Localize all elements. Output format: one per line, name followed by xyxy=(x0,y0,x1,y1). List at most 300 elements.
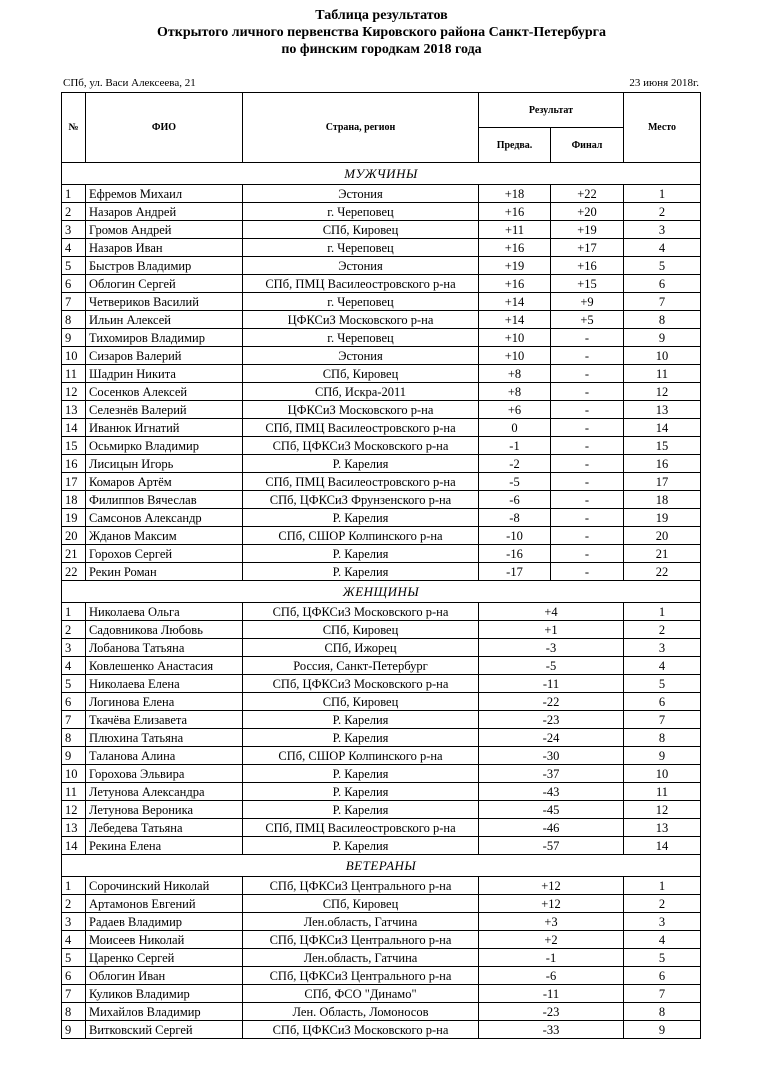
cell-region: СПб, ЦФКСиЗ Московского р-на xyxy=(243,437,479,455)
cell-region: Эстония xyxy=(243,185,479,203)
table-row xyxy=(62,365,701,383)
cell-number: 3 xyxy=(62,221,86,239)
cell-region: СПб, ЦФКСиЗ Московского р-на xyxy=(243,675,479,693)
table-row xyxy=(62,729,701,747)
cell-prelim: +10 xyxy=(479,347,551,365)
cell-final: - xyxy=(551,455,624,473)
cell-prelim: +11 xyxy=(479,221,551,239)
cell-prelim: +16 xyxy=(479,275,551,293)
cell-result: -46 xyxy=(479,819,624,837)
cell-place: 14 xyxy=(624,837,701,855)
cell-name: Радаев Владимир xyxy=(86,913,243,931)
section-header-row xyxy=(62,581,701,603)
cell-prelim: -1 xyxy=(479,437,551,455)
cell-number: 2 xyxy=(62,895,86,913)
cell-name: Лебедева Татьяна xyxy=(86,819,243,837)
table-row xyxy=(62,221,701,239)
table-row xyxy=(62,347,701,365)
cell-place: 19 xyxy=(624,509,701,527)
cell-name: Горохова Эльвира xyxy=(86,765,243,783)
table-row xyxy=(62,747,701,765)
cell-prelim: +14 xyxy=(479,293,551,311)
cell-result: +4 xyxy=(479,603,624,621)
cell-final: +19 xyxy=(551,221,624,239)
cell-number: 1 xyxy=(62,185,86,203)
table-row xyxy=(62,545,701,563)
cell-region: СПб, ФСО "Динамо" xyxy=(243,985,479,1003)
cell-final: - xyxy=(551,347,624,365)
cell-place: 10 xyxy=(624,347,701,365)
cell-final: +15 xyxy=(551,275,624,293)
cell-number: 7 xyxy=(62,985,86,1003)
cell-number: 2 xyxy=(62,203,86,221)
cell-name: Таланова Алина xyxy=(86,747,243,765)
cell-place: 7 xyxy=(624,293,701,311)
cell-result: -23 xyxy=(479,1003,624,1021)
cell-name: Жданов Максим xyxy=(86,527,243,545)
cell-number: 10 xyxy=(62,347,86,365)
table-row xyxy=(62,783,701,801)
cell-number: 17 xyxy=(62,473,86,491)
table-row xyxy=(62,621,701,639)
table-row xyxy=(62,657,701,675)
cell-number: 5 xyxy=(62,949,86,967)
cell-place: 17 xyxy=(624,473,701,491)
cell-final: - xyxy=(551,437,624,455)
cell-final: +22 xyxy=(551,185,624,203)
table-row xyxy=(62,985,701,1003)
cell-place: 9 xyxy=(624,747,701,765)
cell-name: Логинова Елена xyxy=(86,693,243,711)
cell-region: Р. Карелия xyxy=(243,711,479,729)
cell-prelim: -5 xyxy=(479,473,551,491)
table-row xyxy=(62,675,701,693)
cell-result: -11 xyxy=(479,985,624,1003)
cell-result: -37 xyxy=(479,765,624,783)
cell-result: -3 xyxy=(479,639,624,657)
cell-name: Громов Андрей xyxy=(86,221,243,239)
cell-number: 14 xyxy=(62,419,86,437)
cell-place: 1 xyxy=(624,185,701,203)
cell-name: Николаева Ольга xyxy=(86,603,243,621)
cell-number: 7 xyxy=(62,711,86,729)
cell-result: -30 xyxy=(479,747,624,765)
cell-result: -57 xyxy=(479,837,624,855)
cell-region: СПб, ЦФКСиЗ Московского р-на xyxy=(243,603,479,621)
cell-place: 2 xyxy=(624,621,701,639)
cell-place: 6 xyxy=(624,693,701,711)
table-row xyxy=(62,711,701,729)
title-line-1: Таблица результатов xyxy=(315,8,448,23)
table-row xyxy=(62,275,701,293)
table-row xyxy=(62,527,701,545)
cell-number: 11 xyxy=(62,365,86,383)
cell-place: 20 xyxy=(624,527,701,545)
table-row xyxy=(62,819,701,837)
cell-place: 3 xyxy=(624,913,701,931)
section-header-row xyxy=(62,163,701,185)
section-title: ЖЕНЩИНЫ xyxy=(62,581,701,603)
cell-name: Летунова Вероника xyxy=(86,801,243,819)
cell-name: Сорочинский Николай xyxy=(86,877,243,895)
table-row xyxy=(62,603,701,621)
cell-number: 1 xyxy=(62,877,86,895)
cell-place: 9 xyxy=(624,1021,701,1039)
cell-region: Россия, Санкт-Петербург xyxy=(243,657,479,675)
cell-result: -45 xyxy=(479,801,624,819)
cell-place: 1 xyxy=(624,603,701,621)
table-row xyxy=(62,693,701,711)
table-row xyxy=(62,801,701,819)
table-row xyxy=(62,437,701,455)
cell-place: 4 xyxy=(624,239,701,257)
table-row xyxy=(62,967,701,985)
cell-region: СПб, Кировец xyxy=(243,621,479,639)
cell-number: 1 xyxy=(62,603,86,621)
cell-region: СПб, Кировец xyxy=(243,693,479,711)
table-row xyxy=(62,473,701,491)
cell-number: 9 xyxy=(62,329,86,347)
cell-number: 4 xyxy=(62,931,86,949)
cell-final: +17 xyxy=(551,239,624,257)
cell-number: 5 xyxy=(62,257,86,275)
table-header xyxy=(62,93,701,163)
cell-region: СПб, СШОР Колпинского р-на xyxy=(243,747,479,765)
cell-region: СПб, ЦФКСиЗ Центрального р-на xyxy=(243,967,479,985)
cell-result: -6 xyxy=(479,967,624,985)
cell-region: г. Череповец xyxy=(243,293,479,311)
cell-number: 12 xyxy=(62,383,86,401)
cell-name: Облогин Сергей xyxy=(86,275,243,293)
cell-place: 5 xyxy=(624,675,701,693)
cell-final: - xyxy=(551,491,624,509)
table-row xyxy=(62,185,701,203)
cell-number: 18 xyxy=(62,491,86,509)
cell-place: 18 xyxy=(624,491,701,509)
cell-result: -11 xyxy=(479,675,624,693)
cell-region: СПб, Кировец xyxy=(243,221,479,239)
cell-region: ЦФКСиЗ Московского р-на xyxy=(243,311,479,329)
cell-name: Осьмирко Владимир xyxy=(86,437,243,455)
cell-place: 13 xyxy=(624,819,701,837)
cell-place: 13 xyxy=(624,401,701,419)
cell-region: СПб, ЦФКСиЗ Фрунзенского р-на xyxy=(243,491,479,509)
cell-result: +3 xyxy=(479,913,624,931)
cell-number: 8 xyxy=(62,1003,86,1021)
cell-number: 14 xyxy=(62,837,86,855)
cell-region: СПб, Кировец xyxy=(243,895,479,913)
cell-number: 13 xyxy=(62,819,86,837)
cell-region: г. Череповец xyxy=(243,203,479,221)
cell-prelim: 0 xyxy=(479,419,551,437)
cell-prelim: -8 xyxy=(479,509,551,527)
table-row xyxy=(62,1021,701,1039)
table-row xyxy=(62,329,701,347)
cell-number: 8 xyxy=(62,729,86,747)
cell-name: Ефремов Михаил xyxy=(86,185,243,203)
cell-region: СПб, Искра-2011 xyxy=(243,383,479,401)
cell-prelim: +6 xyxy=(479,401,551,419)
cell-region: Р. Карелия xyxy=(243,783,479,801)
cell-prelim: +10 xyxy=(479,329,551,347)
cell-place: 7 xyxy=(624,985,701,1003)
column-header-number: № xyxy=(62,93,86,163)
cell-prelim: -10 xyxy=(479,527,551,545)
cell-name: Царенко Сергей xyxy=(86,949,243,967)
cell-number: 5 xyxy=(62,675,86,693)
cell-name: Летунова Александра xyxy=(86,783,243,801)
table-row xyxy=(62,491,701,509)
cell-name: Сизаров Валерий xyxy=(86,347,243,365)
cell-place: 2 xyxy=(624,895,701,913)
cell-number: 13 xyxy=(62,401,86,419)
cell-final: +5 xyxy=(551,311,624,329)
cell-name: Рекин Роман xyxy=(86,563,243,581)
cell-number: 15 xyxy=(62,437,86,455)
column-header-place: Место xyxy=(624,93,701,163)
table-row xyxy=(62,293,701,311)
cell-final: +9 xyxy=(551,293,624,311)
cell-prelim: +16 xyxy=(479,203,551,221)
cell-number: 10 xyxy=(62,765,86,783)
cell-region: г. Череповец xyxy=(243,239,479,257)
cell-number: 3 xyxy=(62,639,86,657)
cell-number: 9 xyxy=(62,747,86,765)
cell-place: 2 xyxy=(624,203,701,221)
cell-name: Ткачёва Елизавета xyxy=(86,711,243,729)
cell-name: Назаров Иван xyxy=(86,239,243,257)
cell-place: 4 xyxy=(624,657,701,675)
cell-result: +12 xyxy=(479,895,624,913)
cell-name: Ильин Алексей xyxy=(86,311,243,329)
cell-result: +1 xyxy=(479,621,624,639)
cell-region: СПб, ЦФКСиЗ Московского р-на xyxy=(243,1021,479,1039)
cell-place: 22 xyxy=(624,563,701,581)
column-header-name: ФИО xyxy=(86,93,243,163)
cell-name: Лисицын Игорь xyxy=(86,455,243,473)
cell-number: 8 xyxy=(62,311,86,329)
cell-number: 21 xyxy=(62,545,86,563)
cell-region: СПб, ЦФКСиЗ Центрального р-на xyxy=(243,877,479,895)
cell-name: Садовникова Любовь xyxy=(86,621,243,639)
cell-name: Николаева Елена xyxy=(86,675,243,693)
table-row xyxy=(62,401,701,419)
cell-name: Моисеев Николай xyxy=(86,931,243,949)
table-row xyxy=(62,1003,701,1021)
cell-region: Р. Карелия xyxy=(243,455,479,473)
cell-place: 12 xyxy=(624,801,701,819)
cell-number: 4 xyxy=(62,239,86,257)
cell-name: Тихомиров Владимир xyxy=(86,329,243,347)
cell-result: -24 xyxy=(479,729,624,747)
cell-name: Иванюк Игнатий xyxy=(86,419,243,437)
cell-name: Артамонов Евгений xyxy=(86,895,243,913)
cell-prelim: +18 xyxy=(479,185,551,203)
cell-place: 9 xyxy=(624,329,701,347)
cell-result: -33 xyxy=(479,1021,624,1039)
cell-region: Эстония xyxy=(243,347,479,365)
cell-prelim: +8 xyxy=(479,383,551,401)
cell-region: Р. Карелия xyxy=(243,837,479,855)
cell-result: -5 xyxy=(479,657,624,675)
cell-number: 6 xyxy=(62,967,86,985)
title-line-2: Открытого личного первенства Кировского района Санкт-Петербурга xyxy=(157,25,606,40)
section-header-row xyxy=(62,855,701,877)
cell-place: 6 xyxy=(624,275,701,293)
column-header-final: Финал xyxy=(551,128,624,163)
cell-region: СПб, ПМЦ Василеостровского р-на xyxy=(243,473,479,491)
cell-region: Р. Карелия xyxy=(243,801,479,819)
cell-place: 14 xyxy=(624,419,701,437)
cell-region: СПб, ПМЦ Василеостровского р-на xyxy=(243,275,479,293)
table-row xyxy=(62,949,701,967)
cell-place: 3 xyxy=(624,221,701,239)
cell-final: - xyxy=(551,545,624,563)
cell-final: - xyxy=(551,419,624,437)
cell-region: Р. Карелия xyxy=(243,729,479,747)
cell-number: 16 xyxy=(62,455,86,473)
table-row xyxy=(62,383,701,401)
cell-place: 8 xyxy=(624,729,701,747)
cell-result: -43 xyxy=(479,783,624,801)
results-table xyxy=(61,92,701,1039)
cell-region: Лен.область, Гатчина xyxy=(243,949,479,967)
cell-result: -1 xyxy=(479,949,624,967)
table-row xyxy=(62,563,701,581)
cell-final: - xyxy=(551,527,624,545)
table-row xyxy=(62,455,701,473)
cell-region: Эстония xyxy=(243,257,479,275)
cell-region: Р. Карелия xyxy=(243,509,479,527)
cell-number: 22 xyxy=(62,563,86,581)
cell-region: СПб, Ижорец xyxy=(243,639,479,657)
cell-number: 2 xyxy=(62,621,86,639)
cell-prelim: +8 xyxy=(479,365,551,383)
cell-number: 4 xyxy=(62,657,86,675)
cell-result: -22 xyxy=(479,693,624,711)
cell-prelim: +16 xyxy=(479,239,551,257)
cell-number: 7 xyxy=(62,293,86,311)
column-header-prelim: Предва. xyxy=(479,128,551,163)
cell-prelim: -17 xyxy=(479,563,551,581)
cell-region: СПб, Кировец xyxy=(243,365,479,383)
table-row xyxy=(62,931,701,949)
cell-number: 11 xyxy=(62,783,86,801)
table-row xyxy=(62,837,701,855)
table-row xyxy=(62,639,701,657)
cell-region: СПб, СШОР Колпинского р-на xyxy=(243,527,479,545)
cell-name: Лобанова Татьяна xyxy=(86,639,243,657)
table-row xyxy=(62,239,701,257)
table-row xyxy=(62,509,701,527)
table-row xyxy=(62,203,701,221)
cell-region: СПб, ПМЦ Василеостровского р-на xyxy=(243,819,479,837)
cell-name: Облогин Иван xyxy=(86,967,243,985)
cell-name: Плюхина Татьяна xyxy=(86,729,243,747)
cell-place: 5 xyxy=(624,949,701,967)
cell-prelim: +14 xyxy=(479,311,551,329)
cell-place: 11 xyxy=(624,365,701,383)
cell-name: Самсонов Александр xyxy=(86,509,243,527)
cell-number: 6 xyxy=(62,275,86,293)
cell-place: 3 xyxy=(624,639,701,657)
cell-place: 21 xyxy=(624,545,701,563)
cell-final: - xyxy=(551,509,624,527)
cell-place: 10 xyxy=(624,765,701,783)
cell-name: Селезнёв Валерий xyxy=(86,401,243,419)
cell-place: 4 xyxy=(624,931,701,949)
table-row xyxy=(62,311,701,329)
table-row xyxy=(62,765,701,783)
cell-result: -23 xyxy=(479,711,624,729)
cell-name: Ковлешенко Анастасия xyxy=(86,657,243,675)
cell-region: СПб, ПМЦ Василеостровского р-на xyxy=(243,419,479,437)
cell-place: 7 xyxy=(624,711,701,729)
cell-region: ЦФКСиЗ Московского р-на xyxy=(243,401,479,419)
title-line-3: по финским городкам 2018 года xyxy=(281,42,482,57)
cell-final: - xyxy=(551,401,624,419)
table-row xyxy=(62,877,701,895)
cell-result: +12 xyxy=(479,877,624,895)
cell-name: Филиппов Вячеслав xyxy=(86,491,243,509)
column-header-region: Страна, регион xyxy=(243,93,479,163)
cell-place: 11 xyxy=(624,783,701,801)
table-row xyxy=(62,913,701,931)
section-title: МУЖЧИНЫ xyxy=(62,163,701,185)
cell-name: Рекина Елена xyxy=(86,837,243,855)
cell-name: Витковский Сергей xyxy=(86,1021,243,1039)
section-title: ВЕТЕРАНЫ xyxy=(62,855,701,877)
cell-place: 8 xyxy=(624,311,701,329)
cell-final: - xyxy=(551,365,624,383)
cell-prelim: +19 xyxy=(479,257,551,275)
cell-name: Комаров Артём xyxy=(86,473,243,491)
cell-name: Горохов Сергей xyxy=(86,545,243,563)
cell-region: СПб, ЦФКСиЗ Центрального р-на xyxy=(243,931,479,949)
cell-result: +2 xyxy=(479,931,624,949)
cell-place: 15 xyxy=(624,437,701,455)
cell-place: 8 xyxy=(624,1003,701,1021)
cell-place: 5 xyxy=(624,257,701,275)
cell-number: 20 xyxy=(62,527,86,545)
cell-name: Быстров Владимир xyxy=(86,257,243,275)
cell-name: Куликов Владимир xyxy=(86,985,243,1003)
cell-place: 16 xyxy=(624,455,701,473)
cell-number: 12 xyxy=(62,801,86,819)
cell-name: Четвериков Василий xyxy=(86,293,243,311)
cell-prelim: -6 xyxy=(479,491,551,509)
table-row xyxy=(62,257,701,275)
table-body xyxy=(62,163,701,1039)
cell-name: Михайлов Владимир xyxy=(86,1003,243,1021)
cell-number: 3 xyxy=(62,913,86,931)
cell-final: +16 xyxy=(551,257,624,275)
cell-number: 9 xyxy=(62,1021,86,1039)
cell-final: - xyxy=(551,563,624,581)
cell-region: Р. Карелия xyxy=(243,765,479,783)
column-header-result: Результат xyxy=(479,93,624,128)
cell-region: Лен. Область, Ломоносов xyxy=(243,1003,479,1021)
cell-prelim: -2 xyxy=(479,455,551,473)
cell-region: г. Череповец xyxy=(243,329,479,347)
venue-address: СПб, ул. Васи Алексеева, 21 xyxy=(63,77,196,89)
cell-final: +20 xyxy=(551,203,624,221)
cell-name: Сосенков Алексей xyxy=(86,383,243,401)
cell-place: 6 xyxy=(624,967,701,985)
cell-final: - xyxy=(551,329,624,347)
table-row xyxy=(62,895,701,913)
cell-prelim: -16 xyxy=(479,545,551,563)
